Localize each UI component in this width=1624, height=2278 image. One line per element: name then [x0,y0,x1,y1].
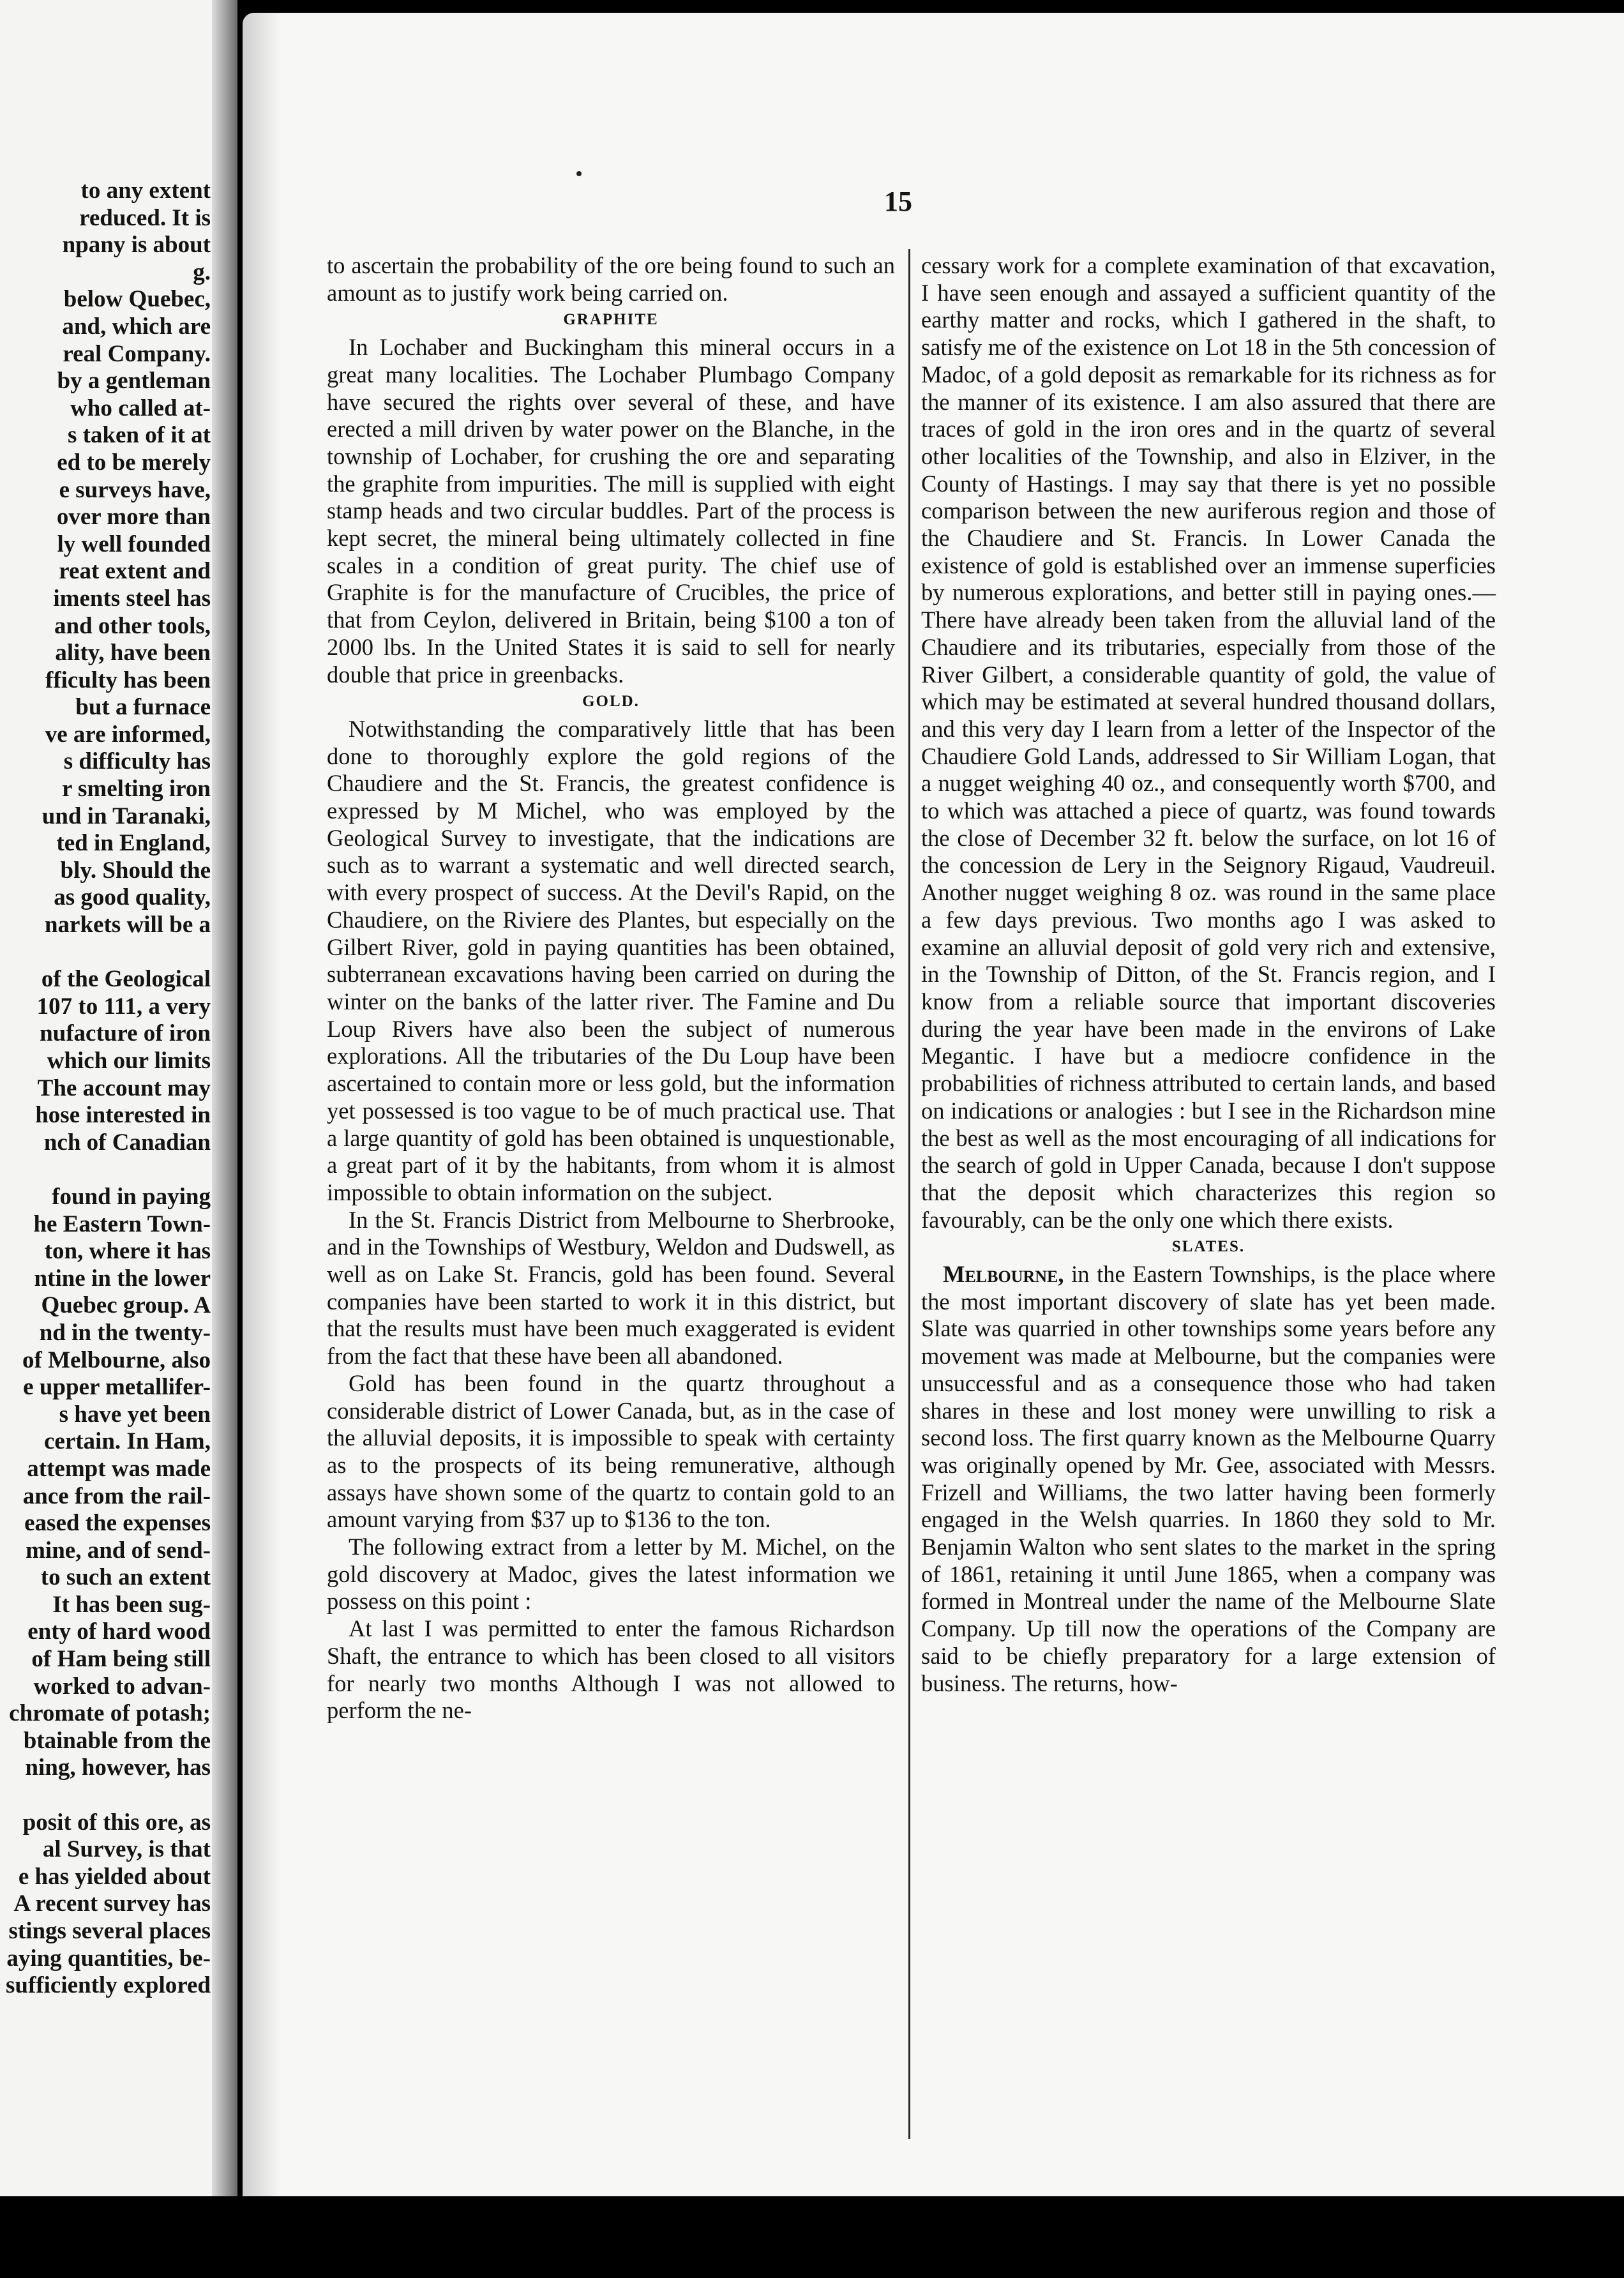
fragment-line: ance from the rail- [22,1482,211,1509]
fragment-line: ly well founded [57,531,211,557]
facing-page-text [0,177,211,2000]
fragment-line: iments steel has [53,585,211,612]
fragment-line: but a furnace [75,694,211,721]
fragment-line: below Quebec, [63,286,211,313]
fragment-line: eased the expenses [24,1510,211,1537]
fragment-line: as good quality, [54,884,211,911]
paragraph-slates [921,1261,1496,1697]
column-divider [908,249,910,2139]
fragment-line: of Ham being still [31,1646,211,1673]
fragment-line: enty of hard wood [27,1618,211,1645]
fragment-line: stings several places [8,1918,211,1944]
fragment-line: nufacture of iron [40,1020,211,1047]
fragment-line: to such an extent [40,1564,211,1591]
fragment-gap [0,939,211,967]
slates-body: in the Eastern Townships, is the place where the most important discovery of slate has yet been made. Slate was quarried in other townships some years before any movement was made at Melbourne, but the companies were unsuccessful and as a consequence those who had taken shares in these and lost money were unwilling to risk a second loss. The first quarry known as the Melbourne Quarry was originally opened by Mr. Gee, associated with Messrs. Frizell and Williams, the two latter having been formerly engaged in the Welsh quarries. In 1860 they sold to Mr. Benjamin Walton who sent slates to the market in the spring of 1861, retaining it until June 1865, when a company was formed in Montreal under the name of the Melbourne Slate Company. Up till now the operations of the Company are said to be chiefly preparatory for a large extension of business. The returns, how- [921,1261,1496,1696]
fragment-line: and, which are [62,313,211,340]
paragraph-gold-4: The following extract from a letter by M. Michel, on the gold discovery at Madoc, gives the latest information we possess on this point : [327,1534,895,1615]
fragment-line: und in Taranaki, [41,803,211,829]
fragment-line: s taken of it at [67,422,211,449]
fragment-line: worked to advan- [33,1673,211,1700]
paragraph-intro: to ascertain the probability of the ore being found to such an amount as to justify work being carried on. [327,252,895,306]
fragment-line: s have yet been [59,1401,211,1428]
paragraph-gold-1: Notwithstanding the comparatively little that has been done to thoroughly explore the gold regions of the Chaudiere and the St. Francis, the greatest confidence is expressed by M Michel, who was employed by the Geological Survey to investigate, that the indications are such as to warrant a systematic and well directed search, with every prospect of success. At the Devil's Rapid, on the Chaudiere, on the Riviere des Plantes, but especially on the Gilbert River, gold in paying quantities has been obtained, subterranean excavations having been carried on during the winter on the banks of the latter river. The Famine and Du Loup Rivers have also been the subject of numerous explorations. All the tributaries of the Du Loup have been ascertained to contain more or less gold, but the information yet possessed is too vague to be of much practical use. That a large quantity of gold has been obtained is unquestionable, a great part of it by the habitants, from whom it is almost impossible to obtain information on the subject. [327,715,895,1205]
fragment-line: over more than [56,504,211,531]
fragment-line: e upper metallifer- [23,1374,211,1401]
fragment-line: sufficiently explored [6,1972,211,1999]
fragment-line: of Melbourne, also [22,1346,211,1373]
fragment-line: reat extent and [59,558,211,585]
fragment-line: aying quantities, be- [6,1945,211,1972]
fragment-line: who called at- [70,395,211,421]
fragment-line: s difficulty has [63,748,211,775]
text-column-right [921,252,1496,1697]
fragment-line: fficulty has been [45,667,211,693]
page-number: 15 [884,186,912,217]
fragment-line: ed to be merely [57,449,211,476]
section-heading-gold: GOLD. [582,693,640,711]
page-curve-shadow [243,13,281,2196]
fragment-line: A recent survey has [13,1890,211,1917]
fragment-line: al Survey, is that [42,1836,211,1863]
fragment-line: hose interested in [35,1102,211,1129]
fragment-line: nch of Canadian [43,1129,211,1156]
fragment-line: nd in the twenty- [39,1319,211,1346]
fragment-line: real Company. [63,340,211,367]
paragraph-gold-3: Gold has been found in the quartz throughout a considerable district of Lower Canada, but, as in the case of the alluvial deposits, it is impossible to speak with certainty as to the prospects of its being remunerative, although assays have shown some of the quartz to contain gold to an amount varying from $37 up to $136 to the ton. [327,1369,895,1533]
fragment-line: narkets will be a [44,912,211,939]
fragment-line: of the Geological [41,966,211,993]
fragment-line: It has been sug- [52,1591,211,1618]
paragraph-graphite: In Lochaber and Buckingham this mineral occurs in a great many localities. The Lochaber Plumbago Company have secured the rights over several of these, and have erected a mill driven by water power on the Blanche, in the township of Lochaber, for crushing the ore and separating the graphite from impurities. The mill is supplied with eight stamp heads and two circular buddles. Part of the process is kept secret, the mineral being ultimately collected in fine scales in a condition of great purity. The chief use of Graphite is for the manufacture of Crucibles, the price of that from Ceylon, delivered in Britain, being $100 a ton of 2000 lbs. In the United States it is said to sell for nearly double that price in greenbacks. [327,334,895,688]
slates-lead-word: Melbourne, [943,1261,1064,1288]
fragment-line: ted in England, [56,830,211,857]
fragment-gap [0,1782,211,1809]
fragment-line: ton, where it has [44,1238,211,1265]
fragment-line: ntine in the lower [34,1265,211,1292]
fragment-line: mine, and of send- [26,1537,211,1564]
paragraph-gold-5: At last I was permitted to enter the famous Richardson Shaft, the entrance to which has been closed to all visitors for nearly two months Although I was not allowed to perform the ne- [327,1615,895,1724]
fragment-line: 107 to 111, a very [36,993,211,1020]
fragment-line: ning, however, has [25,1754,211,1781]
fragment-line: g. [193,259,211,285]
fragment-line: npany is about [62,232,211,259]
section-heading-slates: SLATES. [1171,1238,1245,1256]
fragment-line: Quebec group. A [41,1292,211,1319]
section-heading-graphite: GRAPHITE [563,311,659,329]
fragment-line: posit of this ore, as [22,1809,211,1836]
fragment-line: ve are informed, [45,721,211,748]
paragraph-gold-2: In the St. Francis District from Melbourne to Sherbrooke, and in the Townships of Westbury, Weldon and Dudswell, as well as on Lake St. Francis, gold has been found. Several companies have been started to work it in this district, but that the results must have been much exaggerated is evident from the fact that these have been all abandoned. [327,1206,895,1369]
fragment-line: e has yielded about [18,1863,211,1890]
fragment-line: ality, have been [55,640,211,667]
fragment-line: btainable from the [23,1727,211,1754]
fragment-line: to any extent [80,177,211,204]
fragment-line: attempt was made [27,1455,211,1482]
facing-page-fragment [0,0,237,2196]
fragment-line: bly. Should the [60,857,211,884]
fragment-line: which our limits [47,1048,211,1074]
fragment-line: and other tools, [54,612,211,639]
fragment-line: The account may [37,1075,211,1101]
ink-speck [576,171,582,176]
fragment-line: r smelting iron [62,776,211,803]
fragment-line: by a gentleman [57,368,211,395]
fragment-line: e surveys have, [59,476,211,503]
fragment-gap [0,1156,211,1184]
paragraph-madoc-letter: cessary work for a complete examination of that excavation, I have seen enough and assayed a sufficient quantity of the earthy matter and rocks, which I gathered in the shaft, to satisfy me of the existence on Lot 18 in the 5th concession of Madoc, of a gold deposit as remarkable for its richness as for the manner of its existence. I am also assured that there are traces of gold in the iron ores and in the quartz of several other localities of the Township, and also in Elziver, in the County of Hastings. I may say that there is yet no possible comparison between the new auriferous region and those of the Chaudiere and St. Francis. In Lower Canada the existence of gold is established over an immense superficies by numerous explorations, and better still in paying ones.—There have already been taken from the alluvial land of the Chaudiere and its tributaries, especially from those of the River Gilbert, a considerable quantity of gold, the value of which may be estimated at several hundred thousand dollars, and this very day I learn from a letter of the Inspector of the Chaudiere Gold Lands, addressed to Sir William Logan, that a nugget weighing 40 oz., and consequently worth $700, and to which was attached a piece of quartz, was found towards the close of December 32 ft. below the surface, on lot 16 of the concession de Lery in the Seignory Rigaud, Vaudreuil. Another nugget weighing 8 oz. was round in the same place a few days previous. Two months ago I was asked to examine an alluvial deposit of gold very rich and extensive, in the Township of Ditton, of the St. Francis region, and I know from a reliable source that important discoveries during the year have been made in the environs of Lake Megantic. I have but a mediocre confidence in the probabilities of richness attributed to certain lands, and based on indications or analogies : but I see in the Richardson mine the best as well as the most encouraging of all indications for the search of gold in Upper Canada, because I don't suppose that the deposit which characterizes this region so favourably, can be the only one which there exists. [921,252,1496,1233]
fragment-line: reduced. It is [79,204,211,231]
fragment-line: found in paying [52,1183,211,1210]
book-gutter [212,0,237,2196]
fragment-line: certain. In Ham, [43,1428,211,1455]
text-column-left [327,252,895,1724]
fragment-line: chromate of potash; [9,1700,211,1727]
fragment-line: he Eastern Town- [33,1211,211,1237]
